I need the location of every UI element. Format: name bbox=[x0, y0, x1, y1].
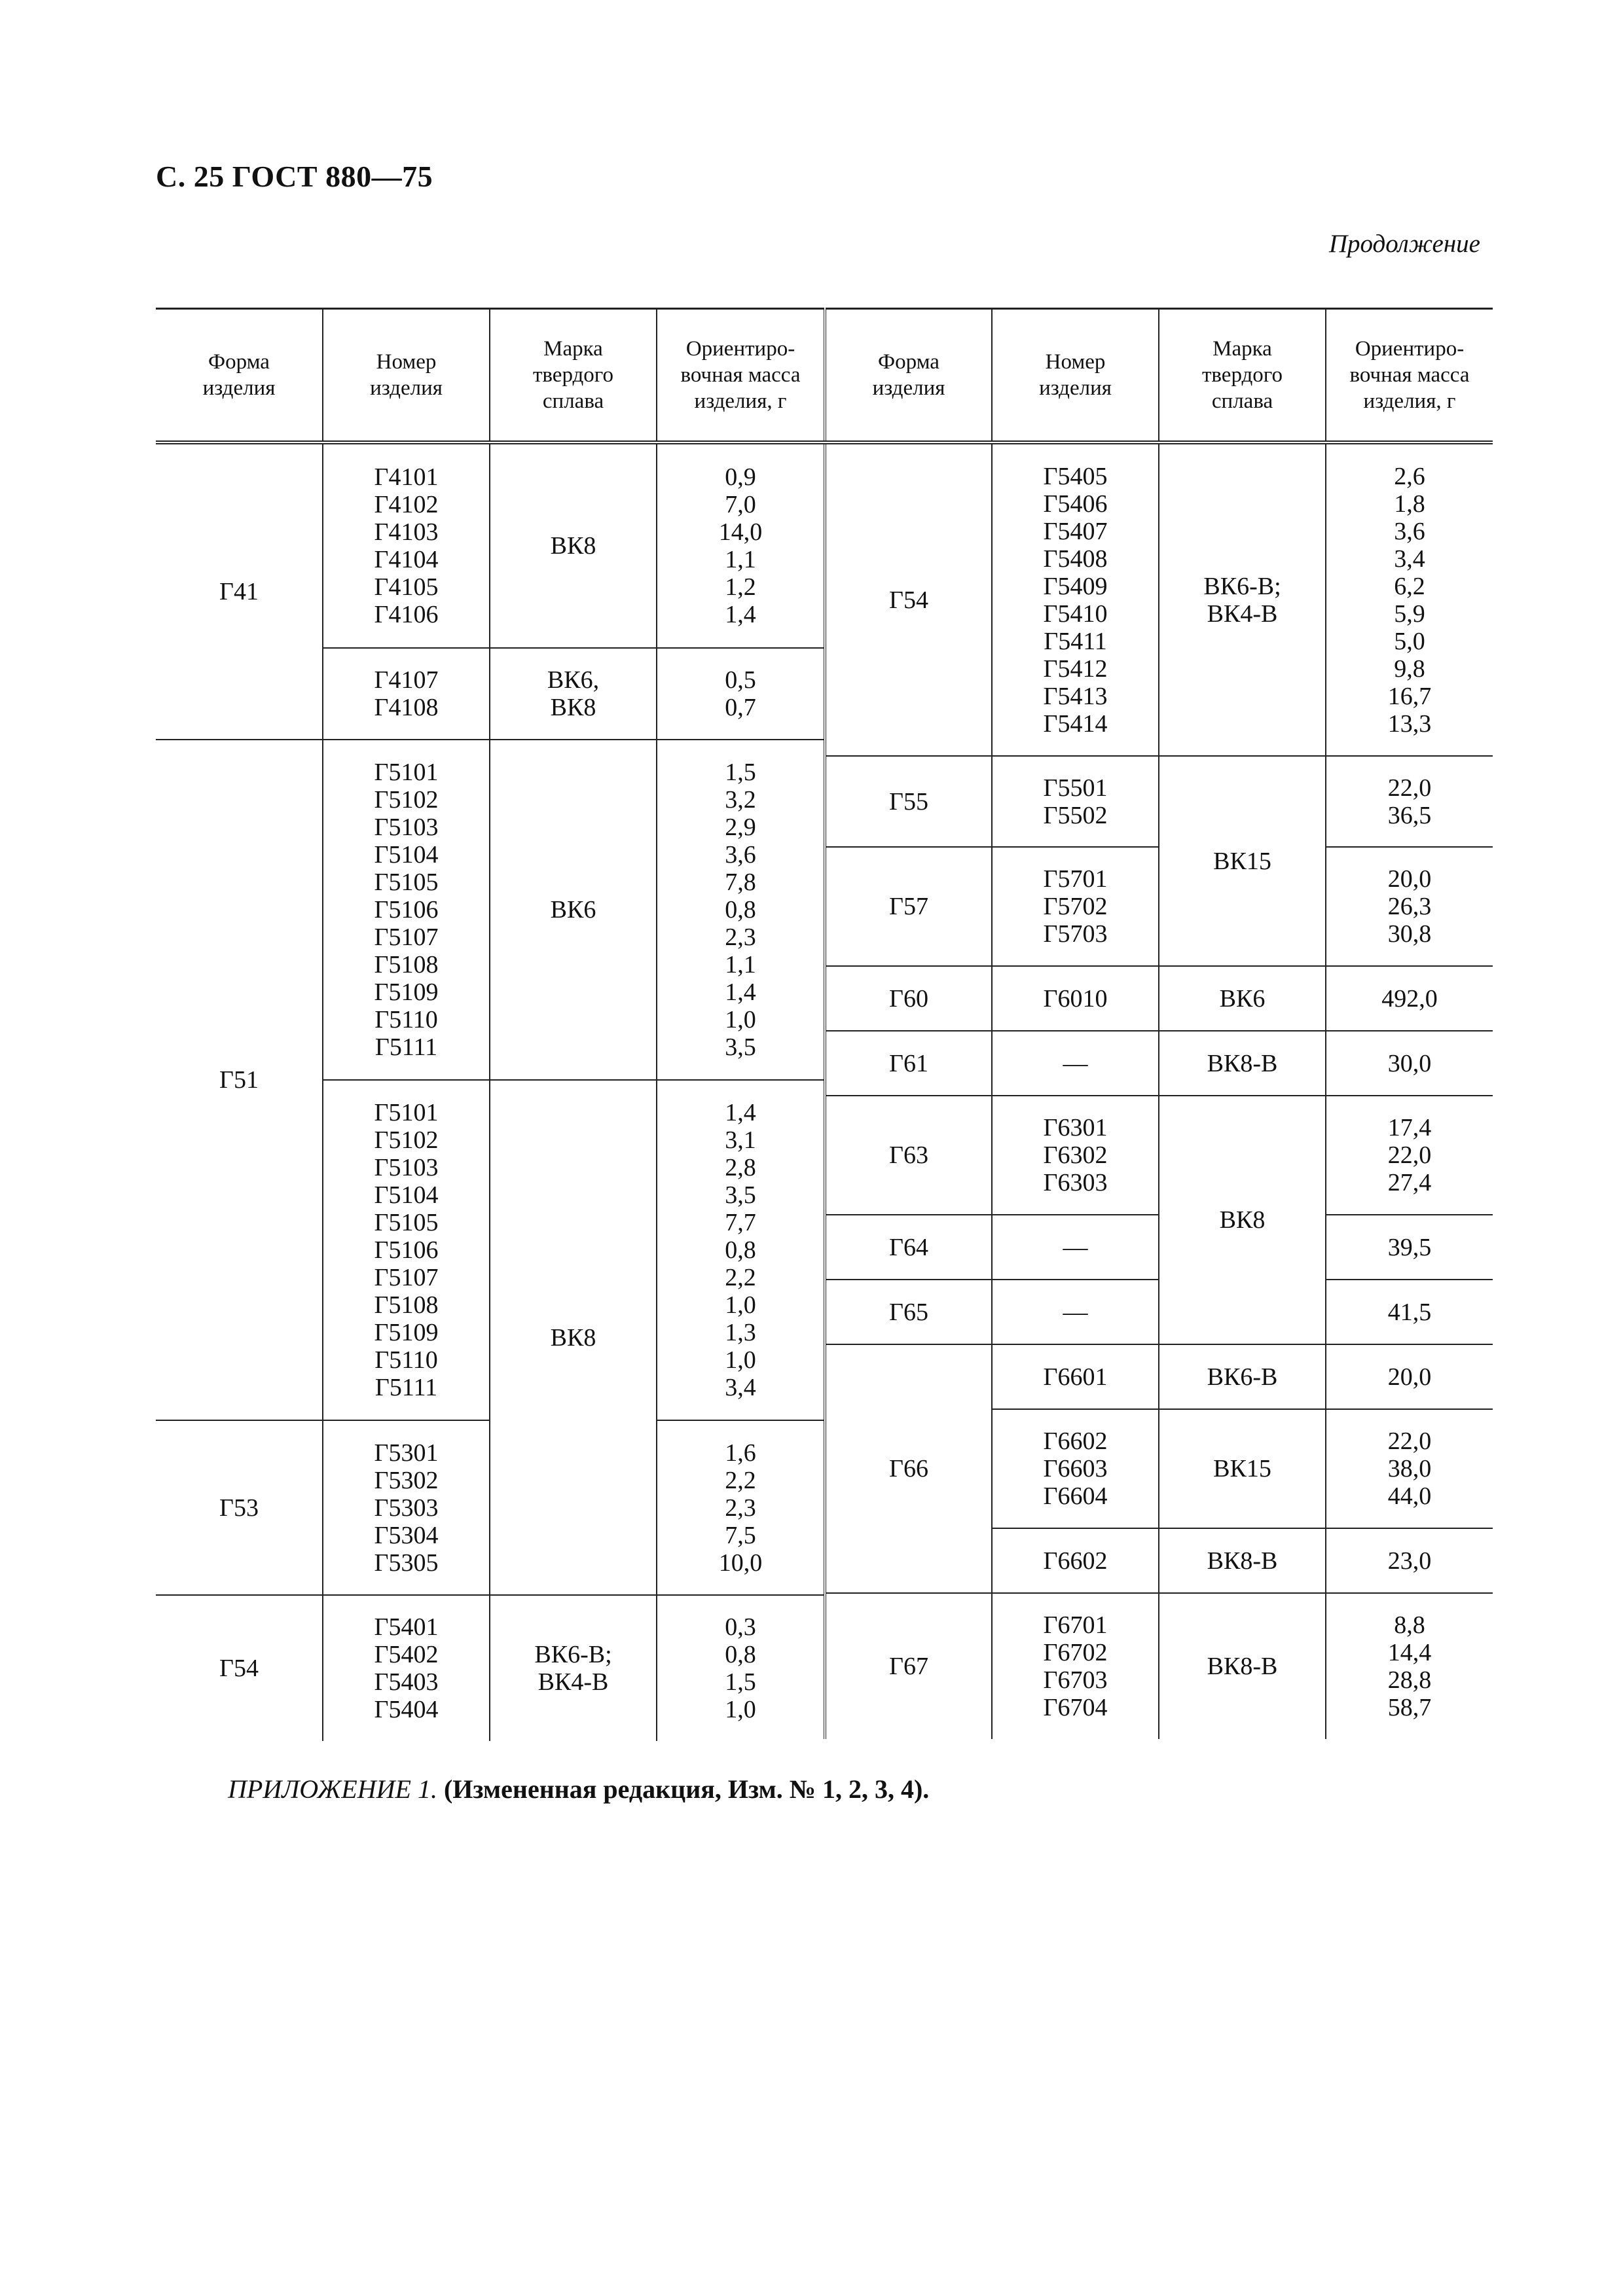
form-cell: Г54 bbox=[825, 442, 992, 756]
mass-cell: 2,6 1,8 3,6 3,4 6,2 5,9 5,0 9,8 16,7 13,3 bbox=[1326, 442, 1493, 756]
grade-cell: ВК8-В bbox=[1159, 1593, 1326, 1739]
number-cell: Г6010 bbox=[992, 966, 1159, 1031]
grade-cell: ВК15 bbox=[1159, 756, 1326, 966]
header-mass: Ориентиро- вочная масса изделия, г bbox=[657, 309, 824, 443]
grade-cell: ВК6-В; ВК4-В bbox=[490, 1595, 657, 1741]
form-cell: Г60 bbox=[825, 966, 992, 1031]
number-cell: Г5405 Г5406 Г5407 Г5408 Г5409 Г5410 Г5411 Г5412 Г5413 Г5414 bbox=[992, 442, 1159, 756]
number-cell: Г5501 Г5502 bbox=[992, 756, 1159, 847]
table-row bbox=[156, 1595, 824, 1741]
grade-cell: ВК8-В bbox=[1159, 1528, 1326, 1593]
number-cell: Г5701 Г5702 Г5703 bbox=[992, 847, 1159, 966]
number-cell: Г6601 bbox=[992, 1344, 1159, 1409]
form-cell: Г66 bbox=[825, 1344, 992, 1593]
mass-cell: 1,6 2,2 2,3 7,5 10,0 bbox=[657, 1420, 824, 1595]
mass-cell: 0,9 7,0 14,0 1,1 1,2 1,4 bbox=[657, 442, 824, 648]
grade-cell: ВК6 bbox=[1159, 966, 1326, 1031]
mass-cell: 1,4 3,1 2,8 3,5 7,7 0,8 2,2 1,0 1,3 1,0 3,4 bbox=[657, 1080, 824, 1420]
mass-cell: 8,8 14,4 28,8 58,7 bbox=[1326, 1593, 1493, 1739]
number-cell: Г5401 Г5402 Г5403 Г5404 bbox=[323, 1595, 490, 1741]
mass-cell: 20,0 26,3 30,8 bbox=[1326, 847, 1493, 966]
table-row bbox=[825, 1593, 1493, 1739]
table-row bbox=[156, 442, 824, 648]
header-number: Номер изделия bbox=[992, 309, 1159, 443]
header-grade: Марка твердого сплава bbox=[1159, 309, 1326, 443]
table-row bbox=[825, 1344, 1493, 1409]
number-cell: Г4101 Г4102 Г4103 Г4104 Г4105 Г4106 bbox=[323, 442, 490, 648]
header-grade: Марка твердого сплава bbox=[490, 309, 657, 443]
mass-cell: 0,5 0,7 bbox=[657, 648, 824, 740]
continuation-label: Продолжение bbox=[1328, 230, 1480, 258]
amendment-text: (Измененная редакция, Изм. № 1, 2, 3, 4). bbox=[443, 1774, 930, 1804]
mass-cell: 1,5 3,2 2,9 3,6 7,8 0,8 2,3 1,1 1,4 1,0 3,5 bbox=[657, 740, 824, 1080]
form-cell: Г67 bbox=[825, 1593, 992, 1739]
number-cell: — bbox=[992, 1031, 1159, 1096]
number-cell: Г5301 Г5302 Г5303 Г5304 Г5305 bbox=[323, 1420, 490, 1595]
grade-cell: ВК6-В bbox=[1159, 1344, 1326, 1409]
grade-cell: ВК15 bbox=[1159, 1409, 1326, 1528]
grade-cell: ВК6 bbox=[490, 740, 657, 1080]
mass-cell: 20,0 bbox=[1326, 1344, 1493, 1409]
mass-cell: 0,3 0,8 1,5 1,0 bbox=[657, 1595, 824, 1741]
form-cell: Г63 bbox=[825, 1096, 992, 1215]
table-header-row bbox=[156, 309, 824, 443]
header-number: Номер изделия bbox=[323, 309, 490, 443]
table-left bbox=[156, 308, 824, 1741]
number-cell: Г6602 bbox=[992, 1528, 1159, 1593]
table-right bbox=[824, 308, 1493, 1739]
number-cell: Г6301 Г6302 Г6303 bbox=[992, 1096, 1159, 1215]
number-cell: Г5101 Г5102 Г5103 Г5104 Г5105 Г5106 Г5107 Г5108 Г5109 Г5110 Г5111 bbox=[323, 740, 490, 1080]
appendix-label: ПРИЛОЖЕНИЕ 1. bbox=[228, 1774, 437, 1804]
number-cell: Г6701 Г6702 Г6703 Г6704 bbox=[992, 1593, 1159, 1739]
table-row bbox=[825, 442, 1493, 756]
grade-cell: ВК8 bbox=[490, 1080, 657, 1595]
number-cell: Г4107 Г4108 bbox=[323, 648, 490, 740]
form-cell: Г54 bbox=[156, 1595, 323, 1741]
table-header-row bbox=[825, 309, 1493, 443]
grade-cell: ВК6-В; ВК4-В bbox=[1159, 442, 1326, 756]
table-row bbox=[825, 756, 1493, 847]
header-form: Форма изделия bbox=[825, 309, 992, 443]
form-cell: Г55 bbox=[825, 756, 992, 847]
table-row bbox=[825, 966, 1493, 1031]
grade-cell: ВК6, ВК8 bbox=[490, 648, 657, 740]
mass-cell: 41,5 bbox=[1326, 1280, 1493, 1344]
table-row bbox=[825, 1096, 1493, 1215]
mass-cell: 22,0 38,0 44,0 bbox=[1326, 1409, 1493, 1528]
grade-cell: ВК8 bbox=[490, 442, 657, 648]
table-row bbox=[825, 1031, 1493, 1096]
page-title: С. 25 ГОСТ 880—75 bbox=[156, 160, 433, 193]
form-cell: Г64 bbox=[825, 1215, 992, 1280]
table-row bbox=[156, 740, 824, 1080]
mass-cell: 30,0 bbox=[1326, 1031, 1493, 1096]
grade-cell: ВК8 bbox=[1159, 1096, 1326, 1344]
grade-cell: ВК8-В bbox=[1159, 1031, 1326, 1096]
mass-cell: 17,4 22,0 27,4 bbox=[1326, 1096, 1493, 1215]
header-mass: Ориентиро- вочная масса изделия, г bbox=[1326, 309, 1493, 443]
number-cell: — bbox=[992, 1280, 1159, 1344]
number-cell: Г6602 Г6603 Г6604 bbox=[992, 1409, 1159, 1528]
form-cell: Г65 bbox=[825, 1280, 992, 1344]
appendix-note bbox=[228, 1774, 929, 1804]
mass-cell: 39,5 bbox=[1326, 1215, 1493, 1280]
form-cell: Г61 bbox=[825, 1031, 992, 1096]
number-cell: Г5101 Г5102 Г5103 Г5104 Г5105 Г5106 Г5107 Г5108 Г5109 Г5110 Г5111 bbox=[323, 1080, 490, 1420]
mass-cell: 22,0 36,5 bbox=[1326, 756, 1493, 847]
form-cell: Г51 bbox=[156, 740, 323, 1420]
form-cell: Г57 bbox=[825, 847, 992, 966]
form-cell: Г53 bbox=[156, 1420, 323, 1595]
form-cell: Г41 bbox=[156, 442, 323, 740]
mass-cell: 23,0 bbox=[1326, 1528, 1493, 1593]
number-cell: — bbox=[992, 1215, 1159, 1280]
header-form: Форма изделия bbox=[156, 309, 323, 443]
mass-cell: 492,0 bbox=[1326, 966, 1493, 1031]
